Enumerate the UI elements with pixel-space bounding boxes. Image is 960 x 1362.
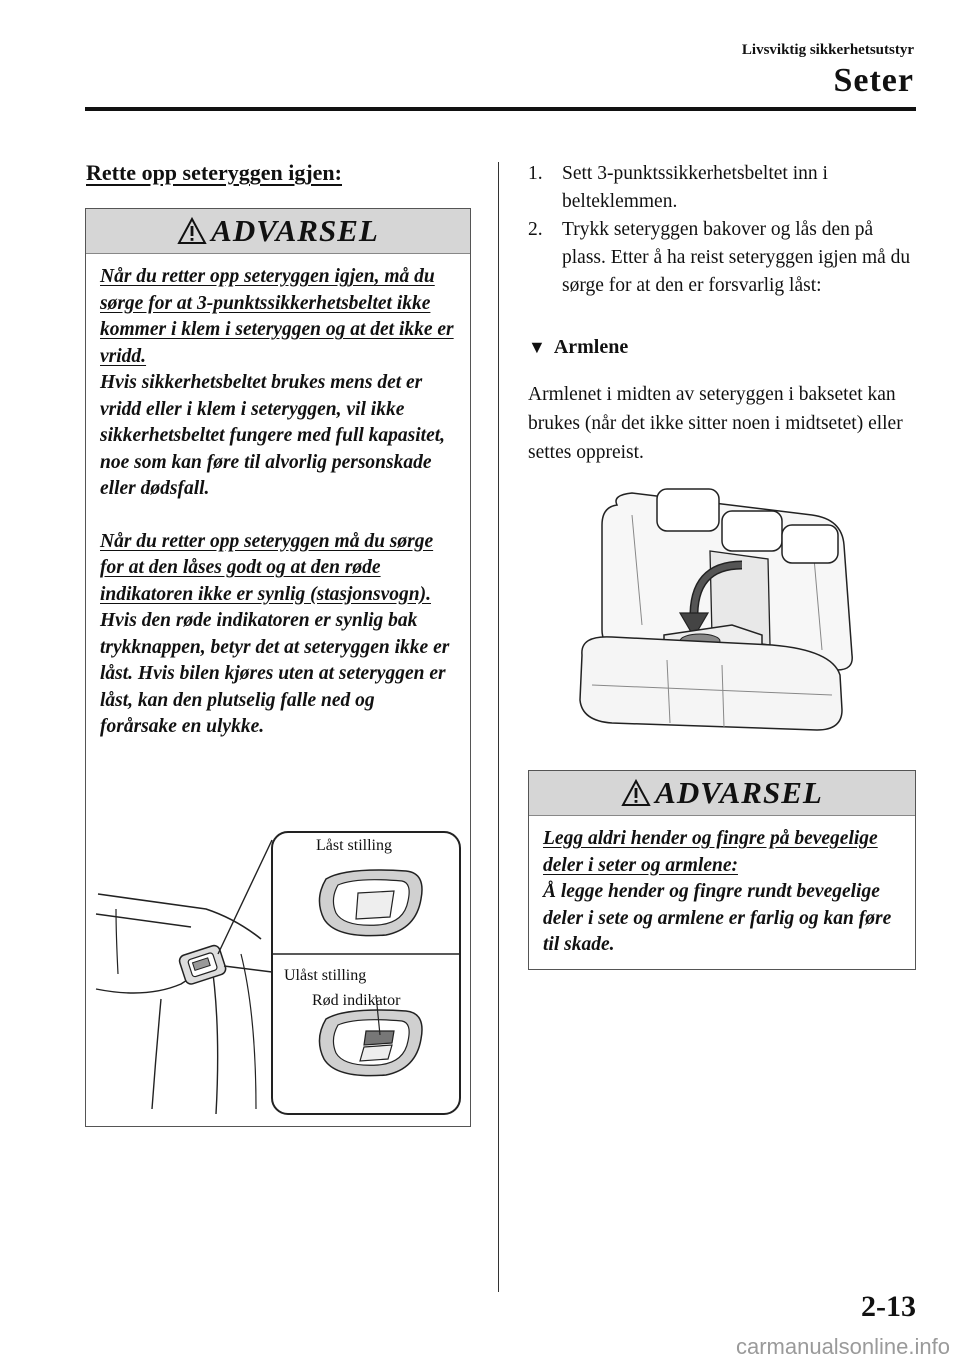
warning-underlined-1: Når du retter opp seteryggen igjen, må du sørge for at 3-punktssikkerhetsbeltet ikke kommer i klem i seteryggen og at det ikke er vridd. bbox=[100, 266, 454, 367]
watermark: carmanualsonline.info bbox=[735, 1334, 950, 1359]
warning-triangle-icon bbox=[177, 217, 207, 245]
header-rule bbox=[85, 107, 916, 111]
warning-text-2: Hvis den røde indikatoren er synlig bak trykknappen, betyr det at seteryggen ikke er låst. Hvis bilen kjøres uten at seteryggen er låst, kan den plutselig falle ned og forårsake en ulykke. bbox=[100, 610, 450, 737]
armrest-paragraph: Armlenet i midten av seteryggen i baksetet kan brukes (når det ikke sitter noen i midtsetet) eller settes oppreist. bbox=[528, 384, 903, 463]
running-header-chapter: Seter bbox=[833, 62, 914, 99]
rear-seat-armrest-illustration bbox=[572, 485, 862, 755]
warning-text-1: Hvis sikkerhetsbeltet brukes mens det er vridd eller i klem i seteryggen, vil ikke sikkerhetsbeltet fungere med full kapasitet, noe som kan føre til alvorlig personskade eller dødsfall. bbox=[100, 372, 446, 499]
section-title: Rette opp seteryggen igjen: bbox=[86, 160, 342, 185]
steps-list bbox=[528, 160, 918, 300]
armrest-heading: ▼ Armlene bbox=[528, 336, 629, 358]
column-divider bbox=[498, 162, 499, 1292]
warning-body bbox=[86, 254, 470, 741]
warning-box-seatback bbox=[85, 208, 471, 1127]
list-item: 2. Trykk seteryggen bakover og lås den på plass. Etter å ha reist seteryggen igjen må du sørge for at den er forsvarlig låst: bbox=[528, 219, 911, 296]
list-item: 1. Sett 3-punktssikkerhetsbeltet inn i belteklemmen. bbox=[528, 163, 828, 212]
warning-triangle-icon bbox=[621, 779, 651, 807]
warning-underlined-2: Når du retter opp seteryggen må du sørge for at den låses godt og at den røde indikatoren ikke er synlig (stasjonsvogn). bbox=[100, 530, 434, 605]
warning-text: Å legge hender og fingre rundt bevegelige deler i sete og armlene er farlig og kan føre til skade. bbox=[543, 881, 892, 955]
seatback-lock-illustration bbox=[86, 824, 470, 1124]
running-header-section: Livsviktig sikkerhetsutstyr bbox=[741, 42, 914, 58]
label-red-indicator: Rød indikator bbox=[312, 992, 401, 1009]
warning-label: ADVARSEL bbox=[211, 213, 379, 248]
label-locked-position: Låst stilling bbox=[316, 837, 392, 854]
warning-body bbox=[529, 816, 915, 959]
label-unlocked-position: Ulåst stilling bbox=[284, 967, 367, 984]
warning-header bbox=[86, 209, 470, 254]
page-number: 2-13 bbox=[861, 1290, 916, 1323]
triangle-down-icon: ▼ bbox=[528, 337, 546, 357]
warning-header bbox=[529, 771, 915, 816]
warning-underlined: Legg aldri hender og fingre på bevegelige deler i seter og armlene: bbox=[543, 828, 878, 876]
warning-label: ADVARSEL bbox=[655, 775, 823, 810]
warning-box-armrest bbox=[528, 770, 916, 970]
